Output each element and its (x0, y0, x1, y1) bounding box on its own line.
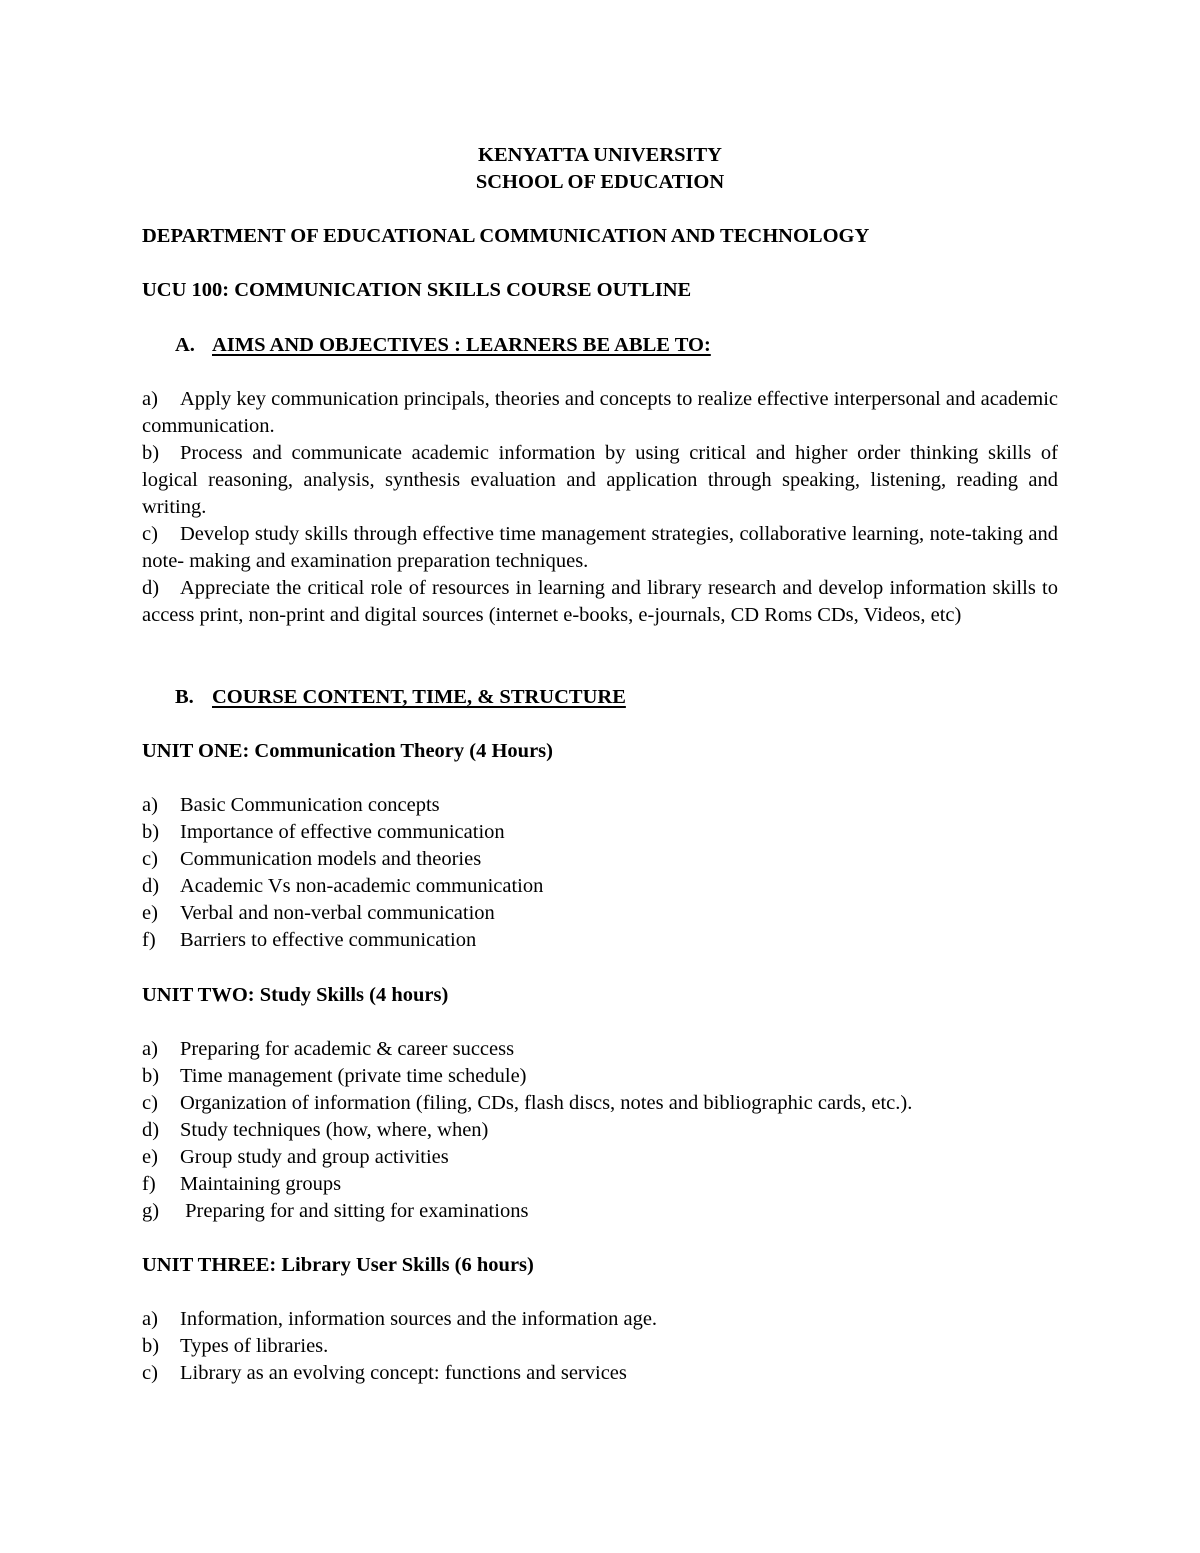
department-name: DEPARTMENT OF EDUCATIONAL COMMUNICATION AND TECHNOLOGY (142, 225, 870, 247)
section-a-letter: A. (175, 334, 195, 356)
list-item (142, 873, 1058, 900)
aim-text: Appreciate the critical role of resources in learning and library research and develop information skills to access print, non-print and digital sources (internet e-books, e-journals, CD Roms CDs, Videos, etc) (142, 577, 1058, 626)
section-b-title: COURSE CONTENT, TIME, & STRUCTURE (212, 686, 626, 708)
list-letter: e) (142, 1146, 158, 1168)
section-b-heading (175, 684, 626, 711)
aim-item (142, 575, 1058, 629)
list-text: Importance of effective communication (180, 821, 505, 843)
aim-item (142, 386, 1058, 440)
aim-letter: a) (142, 388, 158, 410)
section-b-letter: B. (175, 686, 194, 708)
aims-list (142, 386, 1058, 629)
list-letter: e) (142, 902, 158, 924)
list-letter: f) (142, 1173, 156, 1195)
list-text: Group study and group activities (180, 1146, 449, 1168)
aim-letter: c) (142, 523, 158, 545)
list-item (142, 1306, 1058, 1333)
list-item (142, 1360, 1058, 1387)
aim-item (142, 521, 1058, 575)
list-text: Communication models and theories (180, 848, 482, 870)
list-text: Verbal and non-verbal communication (180, 902, 495, 924)
list-text: Barriers to effective communication (180, 929, 477, 951)
list-letter: g) (142, 1200, 160, 1222)
list-text: Academic Vs non-academic communication (180, 875, 544, 897)
list-item (142, 1198, 1058, 1225)
school-name: SCHOOL OF EDUCATION (475, 171, 725, 193)
list-letter: b) (142, 1335, 160, 1357)
list-text: Organization of information (filing, CDs, flash discs, notes and bibliographic cards, etc.). (180, 1092, 913, 1114)
unit-three-title: UNIT THREE: Library User Skills (6 hours) (142, 1254, 534, 1276)
list-item (142, 927, 1058, 954)
list-text: Library as an evolving concept: functions and services (180, 1362, 627, 1384)
list-item (142, 1063, 1058, 1090)
list-text: Preparing for academic & career success (180, 1038, 515, 1060)
list-text: Information, information sources and the information age. (180, 1308, 658, 1330)
aim-letter: d) (142, 577, 160, 599)
list-letter: b) (142, 821, 160, 843)
list-letter: a) (142, 1038, 158, 1060)
aim-text: Process and communicate academic information by using critical and higher order thinking skills of logical reasoning, analysis, synthesis evaluation and application through speaking, listening, reading and writing. (142, 442, 1058, 518)
list-letter: c) (142, 1362, 158, 1384)
list-text: Time management (private time schedule) (180, 1065, 527, 1087)
list-item (142, 1117, 1058, 1144)
list-letter: c) (142, 1092, 158, 1114)
list-text: Types of libraries. (180, 1335, 329, 1357)
list-text: Maintaining groups (180, 1173, 342, 1195)
list-letter: a) (142, 794, 158, 816)
aim-letter: b) (142, 442, 160, 464)
list-item (142, 792, 1058, 819)
list-letter: d) (142, 1119, 160, 1141)
list-item (142, 1333, 1058, 1360)
unit-two-list (142, 1036, 1058, 1225)
list-letter: a) (142, 1308, 158, 1330)
aim-item (142, 440, 1058, 521)
list-text: Preparing for and sitting for examinations (180, 1200, 529, 1222)
course-title: UCU 100: COMMUNICATION SKILLS COURSE OUTLINE (142, 279, 692, 301)
list-text: Basic Communication concepts (180, 794, 440, 816)
list-letter: b) (142, 1065, 160, 1087)
unit-one-title: UNIT ONE: Communication Theory (4 Hours) (142, 740, 553, 762)
section-a-heading (175, 332, 711, 359)
list-text: Study techniques (how, where, when) (180, 1119, 489, 1141)
unit-three-list (142, 1306, 1058, 1387)
list-item (142, 1171, 1058, 1198)
section-a-title: AIMS AND OBJECTIVES : LEARNERS BE ABLE TO: (212, 334, 711, 356)
list-item (142, 1090, 1058, 1117)
list-item (142, 819, 1058, 846)
list-item (142, 900, 1058, 927)
unit-two-title: UNIT TWO: Study Skills (4 hours) (142, 984, 449, 1006)
list-letter: c) (142, 848, 158, 870)
aim-text: Apply key communication principals, theories and concepts to realize effective interpersonal and academic communication. (142, 388, 1058, 437)
university-name: KENYATTA UNIVERSITY (478, 144, 722, 166)
aim-text: Develop study skills through effective time management strategies, collaborative learning, note-taking and note- making and examination preparation techniques. (142, 523, 1058, 572)
list-item (142, 1036, 1058, 1063)
list-letter: d) (142, 875, 160, 897)
unit-one-list (142, 792, 1058, 954)
list-item (142, 846, 1058, 873)
list-letter: f) (142, 929, 156, 951)
list-item (142, 1144, 1058, 1171)
